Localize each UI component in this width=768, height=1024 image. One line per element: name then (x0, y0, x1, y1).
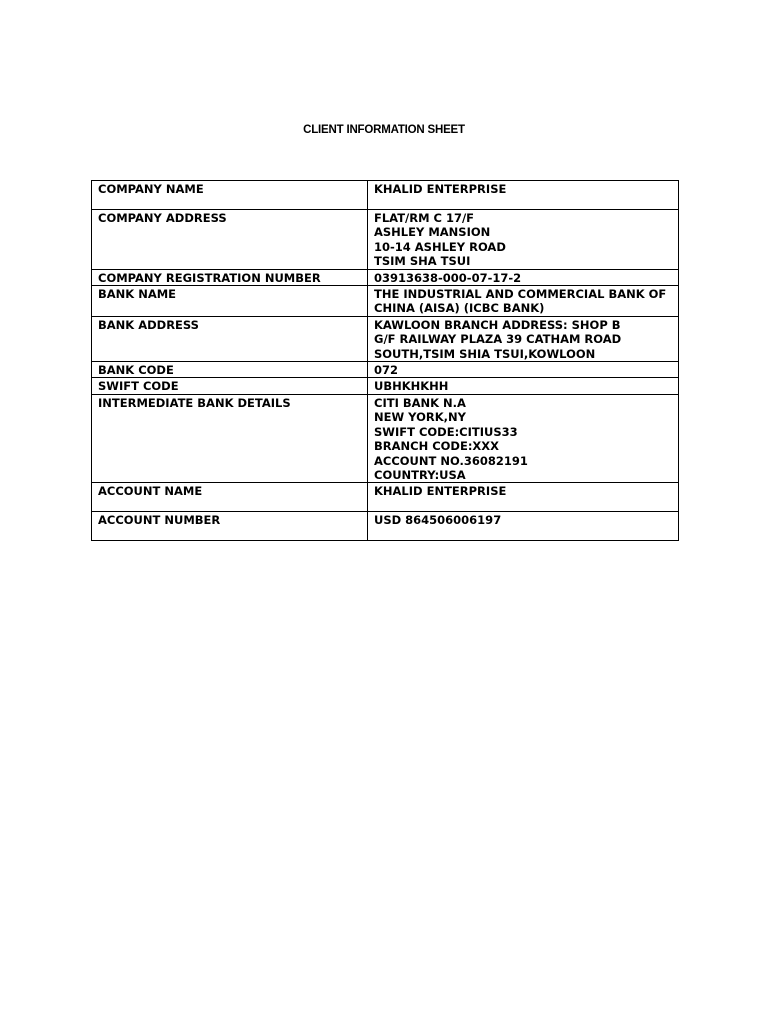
row-value (368, 210, 679, 270)
value-line: KHALID ENTERPRISE (374, 484, 507, 499)
table-row-bank-name (92, 286, 679, 317)
table-row-swift-code (92, 378, 679, 394)
value-line: G/F RAILWAY PLAZA 39 CATHAM ROAD (374, 332, 622, 347)
value-line: ACCOUNT NO.36082191 (374, 453, 528, 468)
value-line: SOUTH,TSIM SHIA TSUI,KOWLOON (374, 346, 596, 361)
row-label: BANK ADDRESS (92, 316, 368, 361)
value-line: UBHKHKHH (374, 379, 449, 394)
row-value (368, 286, 679, 317)
row-label: COMPANY ADDRESS (92, 210, 368, 270)
value-line: KHALID ENTERPRISE (374, 182, 507, 196)
row-label: SWIFT CODE (92, 378, 368, 394)
row-value (368, 269, 679, 285)
value-line: KAWLOON BRANCH ADDRESS: SHOP B (374, 317, 621, 332)
value-line: 10-14 ASHLEY ROAD (374, 239, 506, 254)
row-value (368, 483, 679, 512)
value-line: THE INDUSTRIAL AND COMMERCIAL BANK OF (374, 287, 667, 302)
table-row-company-name (92, 181, 679, 210)
page-title: CLIENT INFORMATION SHEET (303, 124, 465, 136)
table-row-bank-code (92, 362, 679, 378)
row-label: ACCOUNT NUMBER (92, 512, 368, 541)
value-line: CHINA (AISA) (ICBC BANK) (374, 301, 545, 316)
table-row-bank-address (92, 316, 679, 361)
row-value (368, 362, 679, 378)
row-value (368, 394, 679, 482)
row-label: BANK NAME (92, 286, 368, 317)
value-line: ASHLEY MANSION (374, 225, 491, 240)
value-line: 072 (374, 363, 399, 378)
row-label: INTERMEDIATE BANK DETAILS (92, 394, 368, 482)
table-row-account-number (92, 512, 679, 541)
row-label: COMPANY REGISTRATION NUMBER (92, 269, 368, 285)
table-row-account-name (92, 483, 679, 512)
table-row-company-address (92, 210, 679, 270)
row-label: BANK CODE (92, 362, 368, 378)
value-line: COUNTRY:USA (374, 467, 466, 482)
value-line: NEW YORK,NY (374, 410, 466, 425)
row-label: ACCOUNT NAME (92, 483, 368, 512)
value-line: CITI BANK N.A (374, 395, 466, 410)
value-line: 03913638-000-07-17-2 (374, 270, 522, 285)
row-label: COMPANY NAME (92, 181, 368, 210)
value-line: TSIM SHA TSUI (374, 254, 471, 269)
value-line: USD 864506006197 (374, 513, 502, 528)
table-row-intermediate-bank-details (92, 394, 679, 482)
value-line: SWIFT CODE:CITIUS33 (374, 424, 518, 439)
row-value (368, 316, 679, 361)
client-info-table (91, 180, 679, 541)
row-value (368, 378, 679, 394)
value-line: BRANCH CODE:XXX (374, 439, 500, 454)
table-row-company-registration-number (92, 269, 679, 285)
row-value (368, 512, 679, 541)
value-line: FLAT/RM C 17/F (374, 211, 475, 225)
row-value (368, 181, 679, 210)
